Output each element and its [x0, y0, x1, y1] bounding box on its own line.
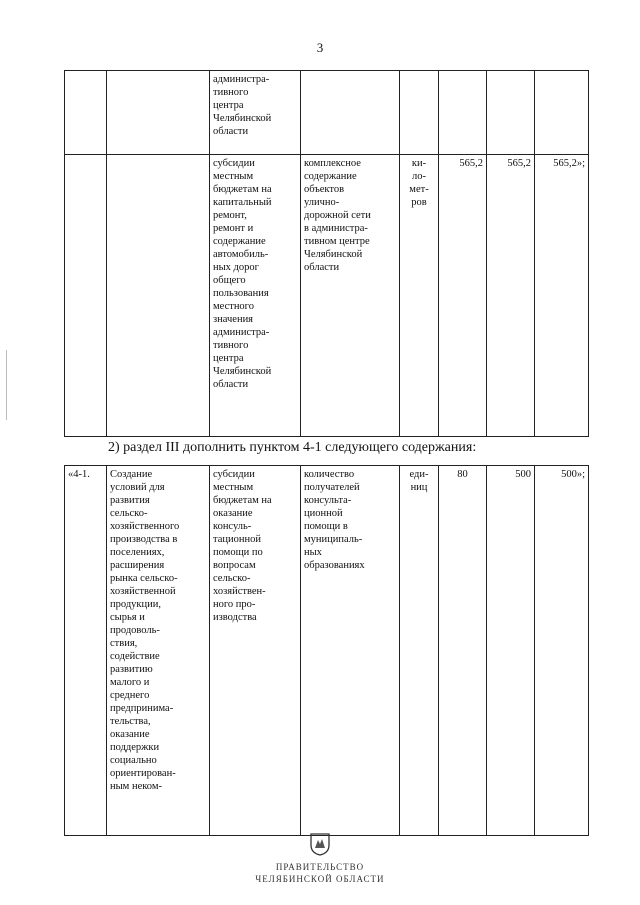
table-row: [65, 466, 589, 836]
table-cell: [535, 71, 589, 155]
table-row: [65, 71, 589, 155]
table-cell: субсидии местным бюджетам на оказание консуль- тационной помощи по вопросам сельско- хозяйствен- ного про- изводства: [210, 466, 301, 836]
table-cell: [400, 71, 439, 155]
table-cell: субсидии местным бюджетам на капитальный ремонт, ремонт и содержание автомобиль- ных дорог общего пользования местного значения администра- тивного центра Челябинской области: [210, 155, 301, 437]
table-cell: [301, 71, 400, 155]
table-cell: 500»;: [535, 466, 589, 836]
stamp-line-1: ПРАВИТЕЛЬСТВО: [275, 862, 365, 872]
table-cell: еди- ниц: [400, 466, 439, 836]
page-number: 3: [316, 40, 324, 55]
table-cell: «4-1.: [65, 466, 107, 836]
table-row: [65, 155, 589, 437]
government-stamp: [0, 832, 640, 885]
table-cell: [439, 71, 487, 155]
table-cell: 565,2: [487, 155, 535, 437]
table-cell: 80: [439, 466, 487, 836]
table-cell: 500: [487, 466, 535, 836]
table-cell: [65, 155, 107, 437]
section-heading: 2) раздел III дополнить пунктом 4-1 следующего содержания:: [108, 440, 477, 455]
table-cell: [65, 71, 107, 155]
table-cell: 565,2»;: [535, 155, 589, 437]
table-cell: 565,2: [439, 155, 487, 437]
new-item-table: [64, 465, 589, 836]
table-cell: ки- ло- мет- ров: [400, 155, 439, 437]
table-cell: Создание условий для развития сельско- хозяйственного производства в поселениях, расширения рынка сельско- хозяйственной продукции, сырья и продоволь- ствия, содействие развитию малого и среднего предпринима- тельства, оказание поддержки социально ориентирован- ным неком-: [107, 466, 210, 836]
coat-of-arms-icon: [309, 832, 331, 856]
margin-mark: [6, 350, 7, 420]
table-cell: [487, 71, 535, 155]
table-cell: [107, 155, 210, 437]
table-cell: [107, 71, 210, 155]
continuation-table: [64, 70, 589, 437]
stamp-line-2: ЧЕЛЯБИНСКОЙ ОБЛАСТИ: [255, 874, 385, 884]
table-cell: комплексное содержание объектов улично- дорожной сети в администра- тивном центре Челябинской области: [301, 155, 400, 437]
table-cell: количество получателей консульта- ционной помощи в муниципаль- ных образованиях: [301, 466, 400, 836]
table-cell: администра- тивного центра Челябинской области: [210, 71, 301, 155]
